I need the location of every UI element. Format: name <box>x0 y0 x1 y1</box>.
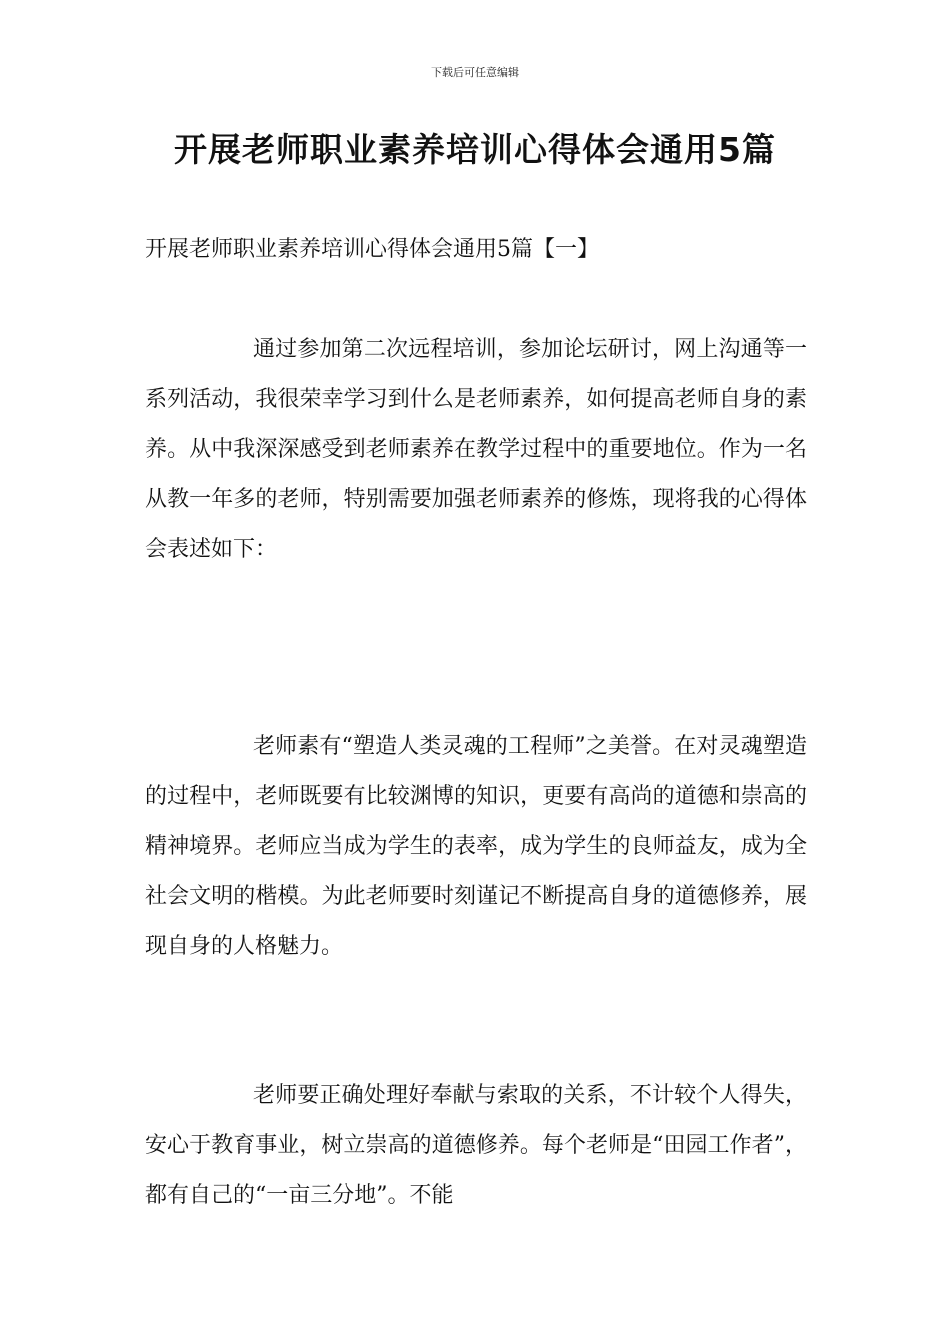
body-paragraph: 通过参加第二次远程培训，参加论坛研讨，网上沟通等一系列活动，我很荣幸学习到什么是老师素养，如何提高老师自身的素养。从中我深深感受到老师素养在教学过程中的重要地位。作为一名从教一年多的老师，特别需要加强老师素养的修炼，现将我的心得体会表述如下： <box>145 337 807 562</box>
body-paragraph: 老师要正确处理好奉献与索取的关系，不计较个人得失，安心于教育事业，树立崇高的道德修养。每个老师是“田园工作者”，都有自己的“一亩三分地”。不能 <box>145 1083 807 1208</box>
header-note: 下载后可任意编辑 <box>431 66 519 79</box>
body-paragraph: 老师素有“塑造人类灵魂的工程师”之美誉。在对灵魂塑造的过程中，老师既要有比较渊博的知识，更要有高尚的道德和崇高的精神境界。老师应当成为学生的表率，成为学生的良师益友，成为全社会文明的楷模。为此老师要时刻谨记不断提高自身的道德修养，展现自身的人格魅力。 <box>145 734 807 959</box>
document-title: 开展老师职业素养培训心得体会通用5篇 <box>174 130 776 169</box>
section-heading: 开展老师职业素养培训心得体会通用5篇【一】 <box>145 237 599 262</box>
